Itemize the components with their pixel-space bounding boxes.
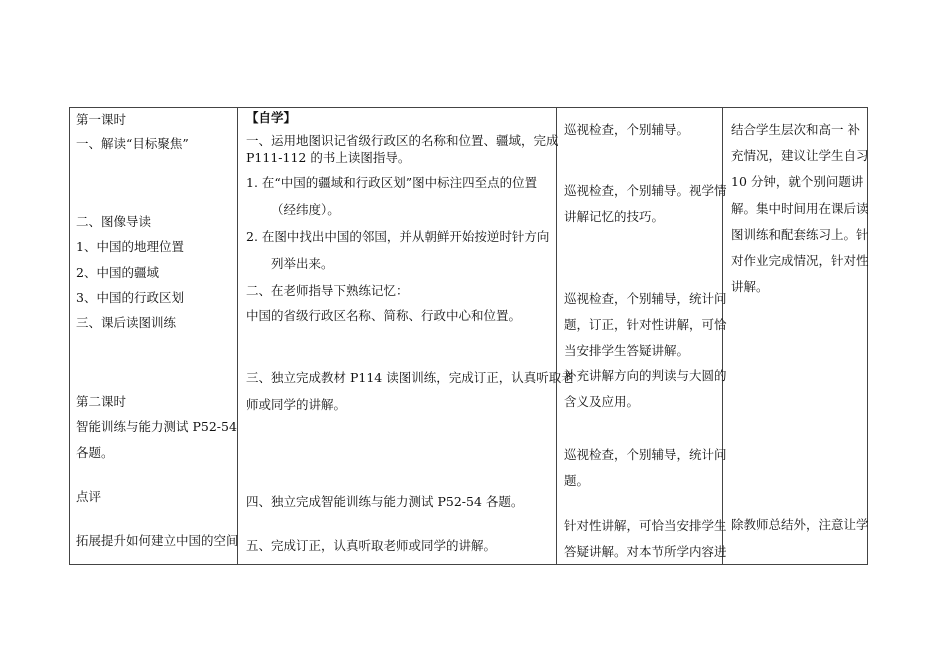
column-teacher-activities xyxy=(557,108,727,564)
col2-line-3: P111-112 的书上读图指导。 xyxy=(246,150,411,165)
col4-line-7: 讲解。 xyxy=(731,279,769,294)
col4-line-4: 解。集中时间用在课后读 xyxy=(731,201,869,216)
col2-line-8: 二、在老师指导下熟练记忆： xyxy=(246,283,409,298)
col3-line-10: 题。 xyxy=(564,473,590,488)
col2-line-10: 三、独立完成教材 P114 读图训练，完成订正，认真听取老 xyxy=(246,370,574,385)
col3-line-2: 巡视检查，个别辅导。视学情 xyxy=(564,183,727,198)
column-notes xyxy=(723,108,867,564)
col2-line-7: 列举出来。 xyxy=(271,256,334,271)
col1-line-9: 智能训练与能力测试 P52-54 xyxy=(76,419,237,434)
col3-line-11: 针对性讲解，可恰当安排学生 xyxy=(564,518,727,533)
column-lesson-steps xyxy=(70,108,237,564)
col1-line-11: 点评 xyxy=(76,489,102,504)
col4-line-2: 充情况，建议让学生自习 xyxy=(731,148,869,163)
col1-line-12: 拓展提升如何建立中国的空间 xyxy=(76,533,239,548)
col2-line-2: 一、运用地图识记省级行政区的名称和位置、疆域，完成 xyxy=(246,133,559,148)
col2-line-6: 2. 在图中找出中国的邻国，并从朝鲜开始按逆时针方向 xyxy=(246,229,550,244)
col4-line-8: 除教师总结外，注意让学 xyxy=(731,517,869,532)
col1-line-3: 二、图像导读 xyxy=(76,214,152,229)
col3-line-9: 巡视检查，个别辅导，统计问 xyxy=(564,447,727,462)
col4-line-5: 图训练和配套练习上。针 xyxy=(731,227,869,242)
column-student-activities xyxy=(238,108,574,564)
lesson-plan-table xyxy=(69,107,868,565)
col3-line-6: 当安排学生答疑讲解。 xyxy=(564,343,690,358)
col1-line-4: 1、中国的地理位置 xyxy=(76,239,184,254)
col2-line-5: （经纬度）。 xyxy=(271,202,340,217)
col1-line-1: 第一课时 xyxy=(76,112,127,127)
col2-line-13: 五、完成订正，认真听取老师或同学的讲解。 xyxy=(246,538,497,553)
col4-line-6: 对作业完成情况，针对性 xyxy=(731,253,869,268)
col1-line-7: 三、课后读图训练 xyxy=(76,315,177,330)
col3-line-3: 讲解记忆的技巧。 xyxy=(564,209,665,224)
col1-line-10: 各题。 xyxy=(76,445,114,460)
col3-line-8: 含义及应用。 xyxy=(564,394,640,409)
col1-line-6: 3、中国的行政区划 xyxy=(76,290,184,305)
self-study-heading: 【自学】 xyxy=(246,110,297,125)
col3-line-7: 补充讲解方向的判读与大圆的 xyxy=(564,368,727,383)
col4-line-1: 结合学生层次和高一 补 xyxy=(731,122,860,137)
col1-line-2: 一、解读“目标聚焦” xyxy=(76,136,189,151)
col2-line-9: 中国的省级行政区名称、简称、行政中心和位置。 xyxy=(246,308,522,323)
col1-line-8: 第二课时 xyxy=(76,394,127,409)
col3-line-1: 巡视检查，个别辅导。 xyxy=(564,122,690,137)
col2-line-11: 师或同学的讲解。 xyxy=(246,397,347,412)
col2-line-4: 1. 在“中国的疆域和行政区划”图中标注四至点的位置 xyxy=(246,175,538,190)
col2-line-12: 四、独立完成智能训练与能力测试 P52-54 各题。 xyxy=(246,494,524,509)
col1-line-5: 2、中国的疆域 xyxy=(76,265,159,280)
col3-line-12: 答疑讲解。对本节所学内容进 xyxy=(564,544,727,559)
col4-line-3: 10 分钟，就个别问题讲 xyxy=(731,174,864,189)
col3-line-4: 巡视检查，个别辅导，统计问 xyxy=(564,291,727,306)
col3-line-5: 题，订正，针对性讲解，可恰 xyxy=(564,317,727,332)
